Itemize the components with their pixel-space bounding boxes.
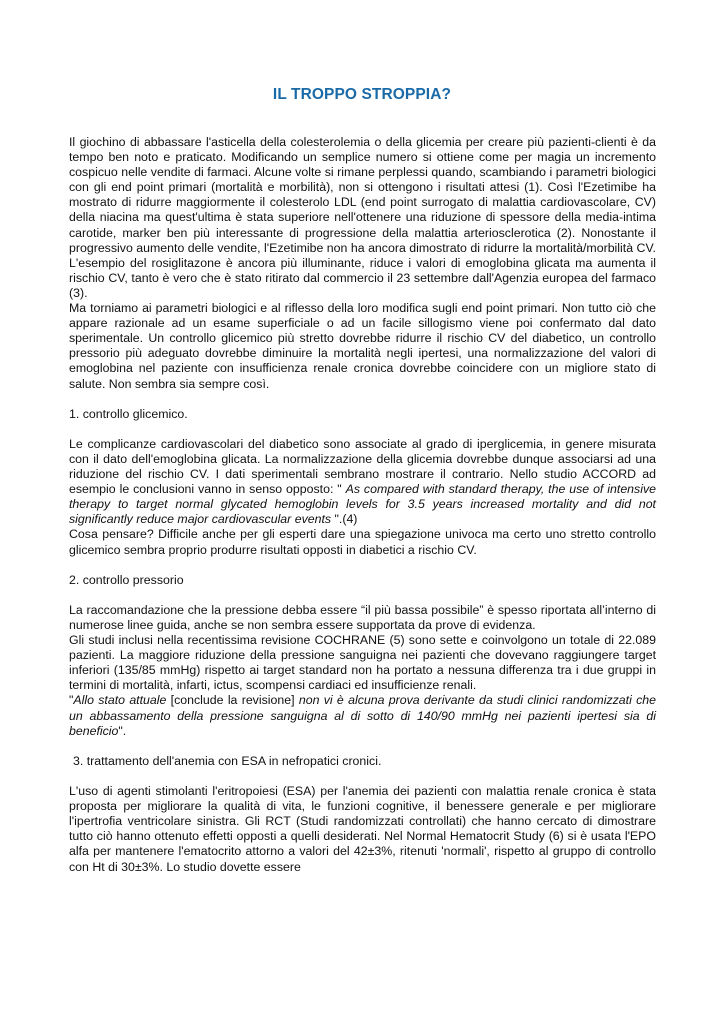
spacer <box>69 769 656 784</box>
spacer <box>69 558 656 573</box>
page-title: IL TROPPO STROPPIA? <box>272 86 452 103</box>
section3-paragraph-1: L'uso di agenti stimolanti l'eritropoiesi (ESA) per l'anemia dei pazienti con malattia renale cronica è stata proposta per migliorare la qualità di vita, le funzioni cognitive, il benessere generale e per migliorare l'ipertrofia ventricolare sinistra. Gli RCT (Studi randomizzati controllati) che hanno cercato di dimostrare tutto ciò hanno ottenuto effetti opposti a quelli desiderati. Nel Normal Hematocrit Study (6) si è usata l'EPO alfa per mantenere l'ematocrito attorno a valori del 42±3%, ritenuti 'normali', rispetto al gruppo di controllo con Ht di 30±3%. Lo studio dovette essere <box>69 784 656 874</box>
section1-paragraph-1 <box>69 437 656 528</box>
section-heading-glycemic-control: 1. controllo glicemico. <box>69 406 188 421</box>
quote-italic-2: non vi è alcuna prova derivante da studi clinici randomizzati che un abbassamento della pressione sanguigna al di sotto di 140/90 mmHg nei pazienti ipertesi sia di beneficio <box>69 693 657 738</box>
quote-italic-1: Allo stato attuale <box>73 693 167 708</box>
quote-close: ". <box>118 723 127 738</box>
section-heading-pressure-control: 2. controllo pressorio <box>69 572 184 587</box>
section1-citation: ".(4) <box>331 512 358 527</box>
section2-paragraph-2: Gli studi inclusi nella recentissima revisione COCHRANE (5) sono sette e coinvolgono un totale di 22.089 pazienti. La maggiore riduzione della pressione sanguigna nei pazienti che dovevano raggiungere target inferiori (135/85 mmHg) rispetto ai target standard non ha portato a nessuna differenza tra i due gruppi in termini di mortalità, infarti, ictus, scompensi cardiaci ed insufficienze renali. <box>69 633 656 693</box>
spacer <box>69 392 656 407</box>
intro-paragraph-2: Ma torniamo ai parametri biologici e al riflesso della loro modifica sugli end point primari. Non tutto ciò che appare razionale ad un esame superficiale o ad un facile sillogismo viene poi confermato dal dato sperimentale. Un controllo glicemico più stretto dovrebbe ridurre il rischio CV del diabetico, un controllo pressorio più adeguato dovrebbe diminuire la mortalità negli ipertesi, una normalizzazione del valori di emoglobina nel paziente con insufficienza renale cronica dovrebbe coincidere con un migliore stato di salute. Non sembra sia sempre così. <box>69 301 656 391</box>
section2-quote-paragraph <box>69 693 656 738</box>
intro-paragraph-1: Il giochino di abbassare l'asticella della colesterolemia o della glicemia per creare più pazienti-clienti è da tempo ben noto e praticato. Modificando un semplice numero si ottiene come per magia un incremento cospicuo nelle vendite di farmaci. Alcune volte si rimane perplessi quando, scambiando i parametri biologici con gli end point primari (mortalità e morbilità), non si ottengono i risultati attesi (1). Così l'Ezetimibe ha mostrato di ridurre maggiormente il colesterolo LDL (end point surrogato di malattia cardiovascolare, CV) della niacina ma quest'ultima è stata superiore nell'ottenere una riduzione di spessore della media-intima carotide, marker ben più interessante di progressione della malattia arteriosclerotica (2). Nonostante il progressivo aumento delle vendite, l'Ezetimibe non ha ancora dimostrato di ridurre la mortalità/morbilità CV. L'esempio del rosiglitazone è ancora più illuminante, riduce i valori di emoglobina glicata ma aumenta il rischio CV, tanto è vero che è stato ritirato dal commercio il 23 settembre dall'Agenzia europea del farmaco (3). <box>69 135 656 300</box>
spacer <box>69 739 656 754</box>
spacer <box>69 422 656 437</box>
quote-open: " <box>69 693 74 708</box>
document-body <box>69 135 656 875</box>
section1-text: Le complicanze cardiovascolari del diabetico sono associate al grado di iperglicemia, in genere misurata con il dato dell'emoglobina glicata. La normalizzazione della glicemia dovrebbe dunque associarsi ad una riduzione del rischio CV. I dati sperimentali sembrano mostrare il contrario. Nello studio ACCORD ad esempio le conclusioni vanno in senso opposto: " <box>69 436 656 497</box>
accord-quote: As compared with standard therapy, the use of intensive therapy to target normal glycated hemoglobin levels for 3.5 years increased mortality and did not significantly reduce major cardiovascular events <box>69 482 657 527</box>
quote-bracket-note: [conclude la revisione] <box>166 693 299 708</box>
section-heading-anemia-treatment: 3. trattamento dell'anemia con ESA in nefropatici cronici. <box>73 753 382 768</box>
section1-paragraph-2: Cosa pensare? Difficile anche per gli esperti dare una spiegazione univoca ma certo uno stretto controllo glicemico sembra proprio produrre risultati opposti in diabetici a rischio CV. <box>69 527 656 557</box>
spacer <box>69 588 656 603</box>
section2-paragraph-1: La raccomandazione che la pressione debba essere “il più bassa possibile” è spesso riportata all’interno di numerose linee guida, anche se non sembra essere supportata da prove di evidenza. <box>69 602 656 632</box>
